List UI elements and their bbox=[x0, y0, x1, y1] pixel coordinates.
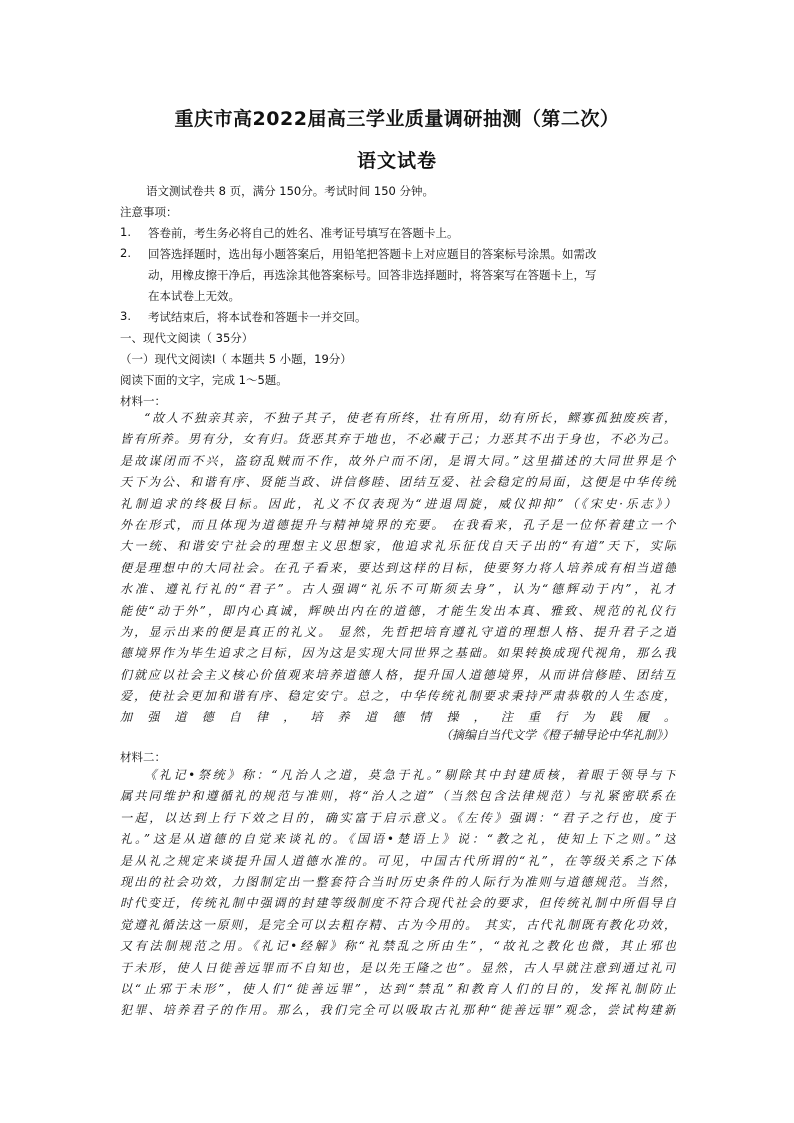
notice-item-text: 答卷前，考生务必将自己的姓名、准考证号填写在答题卡上。 bbox=[148, 226, 459, 240]
paragraph-line: 属共同维护和遵循礼的规范与准则，将“治人之道”（当然包含法律规范）与礼紧密联系在 bbox=[120, 789, 676, 804]
paragraph-line: 于未形，使人日徙善远罪而不自知也，是以先王隆之也”。显然，古人早就注意到通过礼可 bbox=[120, 960, 676, 975]
notice-item-number: 1. bbox=[120, 225, 131, 239]
material-2-body bbox=[120, 765, 676, 1022]
notice-item-number: 3. bbox=[120, 309, 131, 323]
paragraph-line: 便是理想中的大同社会。在孔子看来，要达到这样的目标，使要努力将人培养成有相当道德 bbox=[120, 560, 676, 575]
material-2-label: 材料二： bbox=[120, 750, 166, 764]
paragraph-line: 礼。”这是从道德的自觉来谈礼的。《国语•楚语上》说：“教之礼，使知上下之则。”这 bbox=[120, 832, 676, 847]
paragraph-line: 爱，使社会更加和谐有序、稳定安宁。总之，中华传统礼制要求秉持严肃恭敬的人生态度， bbox=[120, 689, 676, 704]
paragraph-line: 时代变迁，传统礼制中强调的封建等级制度不符合现代社会的要求，但传统礼制中所倡导自 bbox=[120, 896, 676, 911]
paragraph-line: 天下为公、和谐有序、贤能当政、讲信修睦、团结互爱、社会稳定的局面，这便是中华传统 bbox=[120, 475, 676, 490]
paragraph-line: 能使“动于外”，即内心真诚，辉映出内在的道德，才能生发出本真、雅致、规范的礼仪行 bbox=[120, 603, 676, 618]
paragraph-line: 加强道德自律，培养道德情操，注重行为践履。 bbox=[120, 710, 676, 725]
section-heading: 一、现代文阅读（ 35分） bbox=[120, 331, 254, 345]
paragraph-line: 又有法制规范之用。《礼记•经解》称“礼禁乱之所由生”，“故礼之教化也微，其止邪也 bbox=[120, 939, 676, 954]
exam-intro: 语文测试卷共 8 页，满分 150分。考试时间 150 分钟。 bbox=[146, 184, 434, 198]
exam-subtitle: 语文试卷 bbox=[356, 150, 437, 172]
notice-item-number: 2. bbox=[120, 246, 131, 260]
paragraph-line: 大一统、和谐安宁社会的理想主义思想家，他追求礼乐征伐自天子出的“有道”天下，实际 bbox=[120, 539, 676, 554]
exam-title: 重庆市高2022届高三学业质量调研抽测（第二次） bbox=[174, 108, 620, 130]
paragraph-line: 是故谋闭而不兴，盗窃乱贼而不作，故外户而不闭，是谓大同。”这里描述的大同世界是个 bbox=[120, 453, 676, 468]
paragraph-line: 是从礼之规定来谈提升国人道德水准的。可见，中国古代所谓的“礼”，在等级关系之下体 bbox=[120, 853, 676, 868]
material-1-label: 材料一： bbox=[120, 394, 166, 408]
paragraph-line: 德境界作为毕生追求之目标，因为这是实现大同世界之基础。如果转换成现代视角，那么我 bbox=[120, 646, 676, 661]
paragraph-line: 礼制追求的终极目标。因此，礼义不仅表现为“进退周旋，威仪抑抑”（《宋史·乐志》） bbox=[120, 496, 676, 511]
material-1-citation: （摘编自当代文学《橙子辅导论中华礼制》） bbox=[439, 728, 674, 742]
notice-item-text: 在本试卷上无效。 bbox=[148, 289, 240, 303]
paragraph-line: 外在形式，而且体现为道德提升与精神境界的充要。 在我看来，孔子是一位怀着建立一个 bbox=[120, 517, 676, 532]
notice-item-text: 考试结束后，将本试卷和答题卡一并交回。 bbox=[148, 310, 367, 324]
notice-item-text: 回答选择题时，选出每小题答案后，用铅笔把答题卡上对应题目的答案标号涂黑。如需改 bbox=[148, 247, 597, 261]
paragraph-line: 犯罪、培养君子的作用。那么，我们完全可以吸取古礼那种“徙善远罪”观念，尝试构建新 bbox=[120, 1003, 676, 1018]
notice-heading: 注意事项： bbox=[120, 205, 178, 219]
paragraph-line: 水准、遵礼行礼的“君子”。古人强调“礼乐不可斯须去身”，认为“德辉动于内”，礼才 bbox=[120, 582, 676, 597]
notice-item-text: 动，用橡皮擦干净后，再选涂其他答案标号。回答非选择题时，将答案写在答题卡上，写 bbox=[148, 268, 597, 282]
paragraph-line: 一起，以达到上行下效之目的，确实富于启示意义。《左传》强调：“君子之行也，度于 bbox=[120, 810, 676, 825]
paragraph-line: “故人不独亲其亲，不独子其子，使老有所终，壮有所用，幼有所长，鳏寡孤独废疾者， bbox=[144, 411, 676, 425]
section-instruction: 阅读下面的文字，完成 1～5题。 bbox=[120, 373, 288, 387]
paragraph-line: 为，显示出来的便是真正的礼义。 显然，先哲把培育遵礼守道的理想人格、提升君子之道 bbox=[120, 624, 676, 639]
paragraph-line: 觉遵礼循法这一原则，是完全可以去粗存精、古为今用的。 其实，古代礼制既有教化功效， bbox=[120, 917, 676, 932]
paragraph-line: 《礼记•祭统》称：“凡治人之道，莫急于礼。”剔除其中封建质核，着眼于领导与下 bbox=[144, 768, 676, 782]
material-1-body bbox=[120, 408, 676, 729]
paragraph-line: 以“止邪于未形”，使人们“徙善远罪”，达到“禁乱”和教育人们的目的，发挥礼制防止 bbox=[120, 981, 676, 996]
paragraph-line: 皆有所养。男有分，女有归。货恶其弃于地也，不必藏于己；力恶其不出于身也，不必为己。 bbox=[120, 432, 676, 447]
section-subheading: （一）现代文阅读Ⅰ（ 本题共 5 小题，19分） bbox=[120, 352, 352, 366]
paragraph-line: 现出的社会功效，力图制定出一整套符合当时历史条件的人际行为准则与道德规范。当然， bbox=[120, 874, 676, 889]
paragraph-line: 们就应以社会主义核心价值观来培养道德人格，提升国人道德境界，从而讲信修睦、团结互 bbox=[120, 667, 676, 682]
